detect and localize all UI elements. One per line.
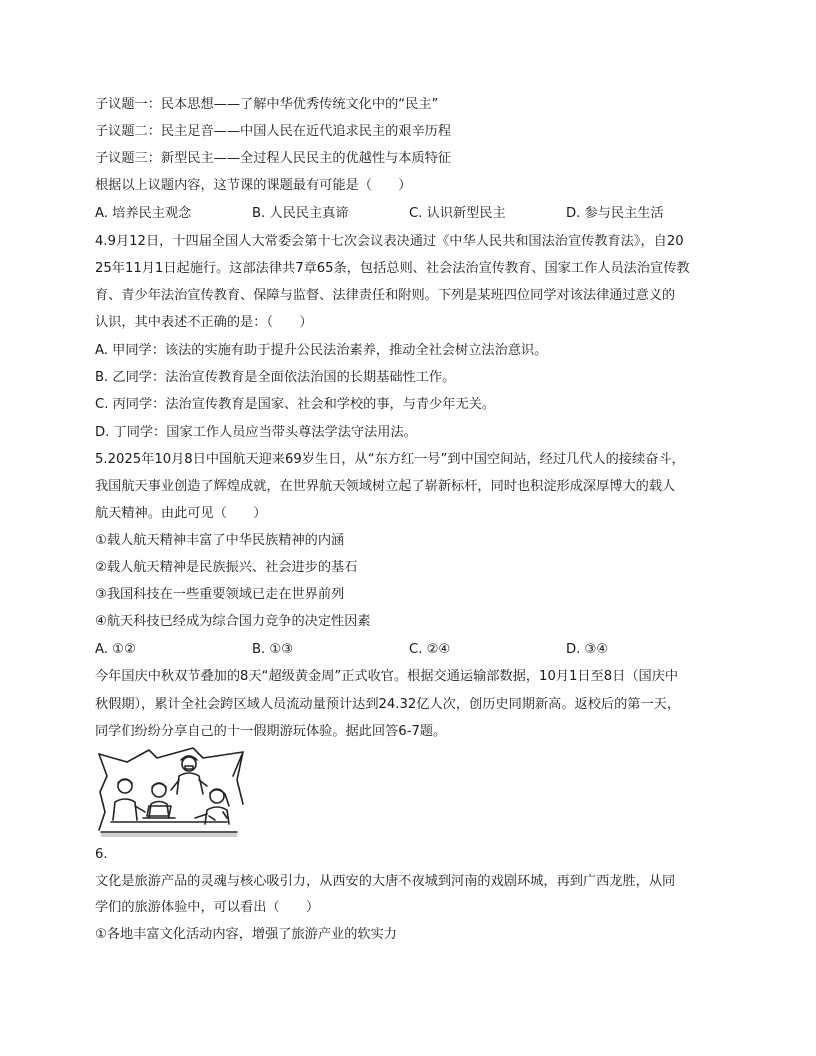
material-line-3: 同学们纷纷分享自己的十一假期游玩体验。据此回答6-7题。 [95, 724, 447, 739]
subtopic-2: 子议题二：民主足音——中国人民在近代追求民主的艰辛历程 [95, 124, 452, 139]
q5-option-b: B. ①③ [252, 642, 294, 657]
q5-statement-2: ②载人航天精神是民族振兴、社会进步的基石 [95, 560, 358, 575]
q3-option-c: C. 认识新型民主 [409, 206, 506, 221]
q4-option-c: C. 丙同学：法治宣传教育是国家、社会和学校的事，与青少年无关。 [95, 397, 496, 412]
q5-statement-3: ③我国科技在一些重要领域已走在世界前列 [95, 587, 345, 602]
q4-option-b: B. 乙同学：法治宣传教育是全面依法治国的长期基础性工作。 [95, 370, 456, 385]
q5-statement-1: ①载人航天精神丰富了中华民族精神的内涵 [95, 533, 345, 548]
speech-frame-left [99, 754, 107, 830]
q4-stem-line-4: 认识，其中表述不正确的是：（ ） [95, 315, 313, 330]
q5-statement-4: ④航天科技已经成为综合国力竞争的决定性因素 [95, 614, 371, 629]
q5-option-d: D. ③④ [566, 642, 609, 657]
q6-stem-line-1: 文化是旅游产品的灵魂与核心吸引力，从西安的大唐不夜城到河南的戏剧环城，再到广西龙胜，从同 [95, 874, 676, 889]
q5-stem-line-2: 我国航天事业创造了辉煌成就，在世界航天领域树立起了崭新标杆，同时也积淀形成深厚博大的载人 [95, 479, 676, 494]
q3-stem: 根据以上议题内容，这节课的课题最有可能是（ ） [95, 178, 412, 193]
q4-option-d: D. 丁同学：国家工作人员应当带头尊法学法守法用法。 [95, 425, 417, 440]
q5-option-c: C. ②④ [409, 642, 451, 657]
q3-option-b: B. 人民民主真谛 [252, 206, 349, 221]
q3-option-a: A. 培养民主观念 [95, 206, 192, 221]
q5-stem-line-1: 5.2025年10月8日中国航天迎来69岁生日，从“东方红一号”到中国空间站，经过几代人的接续奋斗， [95, 452, 685, 467]
q4-stem-line-2: 25年11月1日起施行。这部法律共7章65条，包括总则、社会法治宣传教育、国家工作人员法治宣传教 [95, 261, 690, 276]
q6-statement-1: ①各地丰富文化活动内容，增强了旅游产业的软实力 [95, 927, 397, 942]
q4-option-a: A. 甲同学：该法的实施有助于提升公民法治素养，推动全社会树立法治意识。 [95, 343, 548, 358]
q6-stem-line-2: 学们的旅游体验中，可以看出（ ） [95, 900, 320, 915]
q4-stem-line-3: 育、青少年法治宣传教育、保障与监督、法律责任和附则。下列是某班四位同学对该法律通过意义的 [95, 288, 676, 303]
students-discussion-illustration [97, 746, 245, 838]
material-line-1: 今年国庆中秋双节叠加的8天“超级黄金周”正式收官。根据交通运输部数据，10月1日至8日（国庆中 [95, 669, 679, 684]
q5-option-a: A. ①② [95, 642, 136, 657]
q3-option-d: D. 参与民主生活 [566, 206, 664, 221]
speech-frame-top [99, 748, 243, 776]
material-line-2: 秋假期），累计全社会跨区域人员流动量预计达到24.32亿人次，创历史同期新高。返校后的第一天， [95, 697, 681, 712]
subtopic-3: 子议题三：新型民主——全过程人民民主的优越性与本质特征 [95, 151, 452, 166]
q6-number: 6. [95, 847, 108, 862]
subtopic-1: 子议题一：民本思想——了解中华优秀传统文化中的“民主” [95, 97, 439, 112]
q4-stem-line-1: 4.9月12日，十四届全国人大常委会第十七次会议表决通过《中华人民共和国法治宣传教育法》，自20 [95, 234, 684, 249]
q5-stem-line-3: 航天精神。由此可见（ ） [95, 506, 267, 521]
